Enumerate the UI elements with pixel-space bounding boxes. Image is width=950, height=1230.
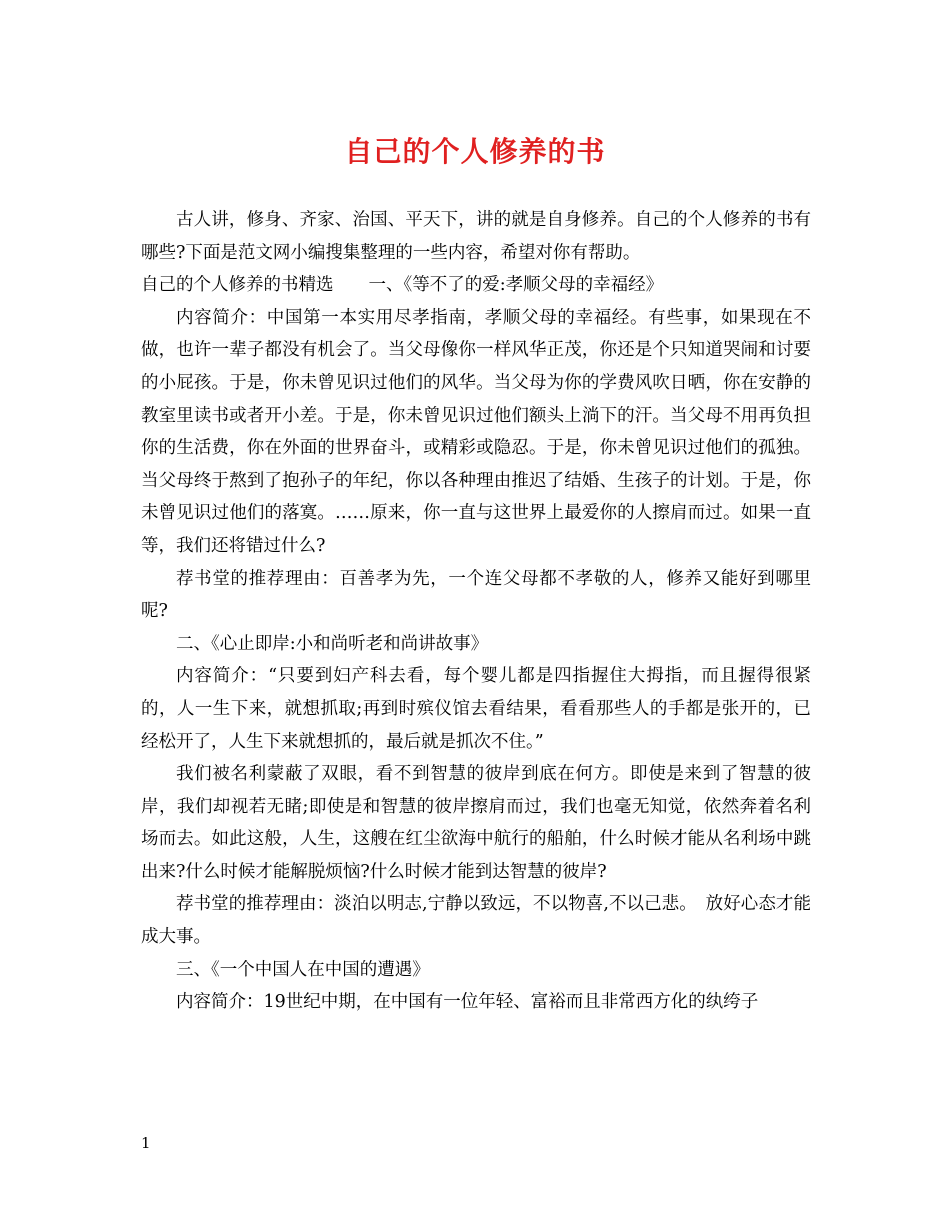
paragraph: 荐书堂的推荐理由：淡泊以明志,宁静以致远，不以物喜,不以己悲。 放好心态才能成大事。 bbox=[141, 894, 811, 948]
paragraph: 我们被名利蒙蔽了双眼，看不到智慧的彼岸到底在何方。即使是来到了智慧的彼岸，我们却视若无睹;即使是和智慧的彼岸擦肩而过，我们也毫无知觉，依然奔着名利场而去。如此这般，人生，这艘在红尘欲海中航行的船舶，什么时候才能从名利场中跳出来?什么时候才能解脱烦恼?什么时候才能到达智慧的彼岸? bbox=[141, 764, 811, 882]
page-number: 1 bbox=[141, 1134, 151, 1152]
paragraph: 古人讲，修身、齐家、治国、平天下，讲的就是自身修养。自己的个人修养的书有哪些?下面是范文网小编搜集整理的一些内容，希望对你有帮助。 bbox=[141, 210, 811, 263]
document-title: 自己的个人修养的书 bbox=[344, 135, 606, 168]
paragraph: 内容简介：“只要到妇产科去看，每个婴儿都是四指握住大拇指，而且握得很紧的，人一生下来，就想抓取;再到时殡仪馆去看结果，看看那些人的手都是张开的，已经松开了，人生下来就想抓的，最后就是抓次不住。” bbox=[141, 666, 811, 752]
paragraph: 内容简介：中国第一本实用尽孝指南，孝顺父母的幸福经。有些事，如果现在不做，也许一辈子都没有机会了。当父母像你一样风华正茂，你还是个只知道哭闹和讨要的小屁孩。于是，你未曾见识过他们的风华。当父母为你的学费风吹日晒，你在安静的教室里读书或者开小差。于是，你未曾见识过他们额头上淌下的汗。当父母不用再负担你的生活费，你在外面的世界奋斗，或精彩或隐忍。于是，你未曾见识过他们的孤独。当父母终于熬到了抱孙子的年纪，你以各种理由推迟了结婚、生孩子的计划。于是，你未曾见识过他们的落寞。……原来，你一直与这世界上最爱你的人擦肩而过。如果一直等，我们还将错过什么? bbox=[141, 307, 811, 556]
paragraph: 内容简介：19世纪中期，在中国有一位年轻、富裕而且非常西方化的纨绔子 bbox=[176, 992, 759, 1013]
section-heading: 二、《心止即岸:小和尚听老和尚讲故事》 bbox=[176, 633, 489, 654]
document-body bbox=[141, 204, 811, 1019]
paragraph: 自己的个人修养的书精选 一、《等不了的爱:孝顺父母的幸福经》 bbox=[141, 275, 664, 296]
paragraph: 荐书堂的推荐理由：百善孝为先，一个连父母都不孝敬的人，修养又能好到哪里呢? bbox=[141, 568, 811, 622]
section-heading: 三、《一个中国人在中国的遭遇》 bbox=[176, 959, 430, 980]
